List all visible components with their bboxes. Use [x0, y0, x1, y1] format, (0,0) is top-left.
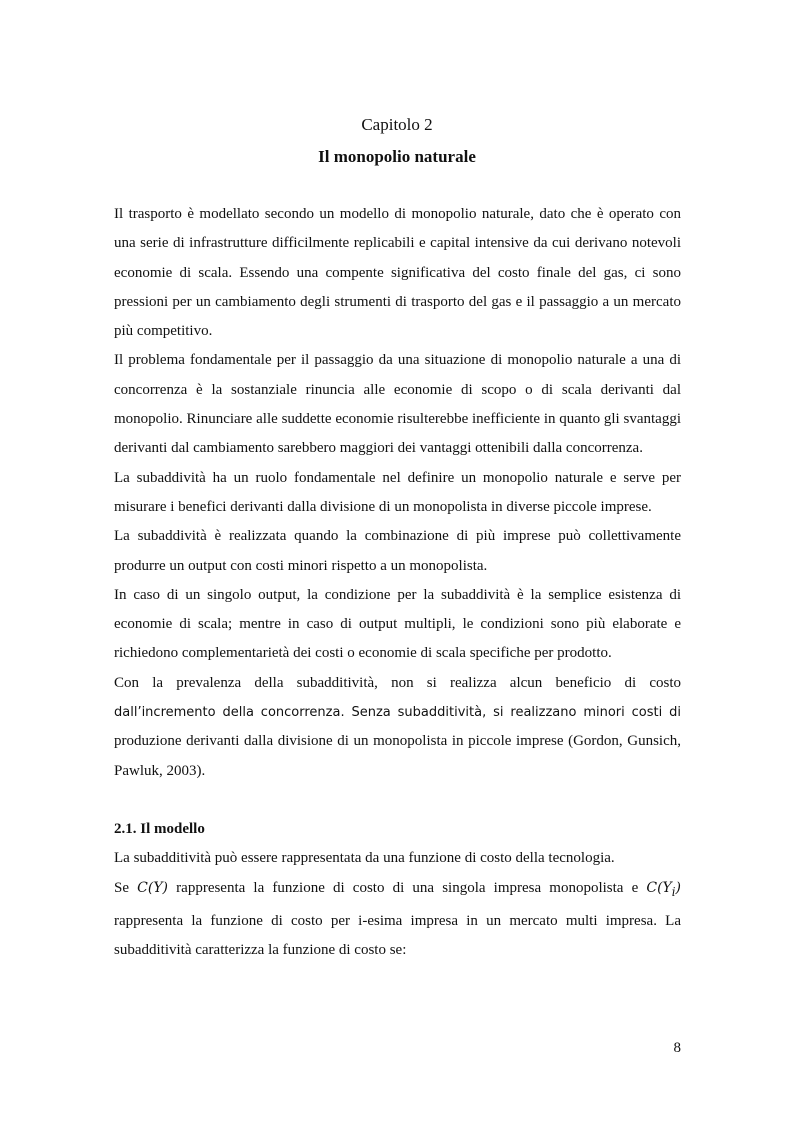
- paragraph: La subaddività è realizzata quando la combinazione di più imprese può collettivamente produrre un output con costi minori rispetto a un monopolista.: [114, 528, 681, 574]
- math-cost-function-i: [646, 879, 681, 899]
- paragraph-text: rappresenta la funzione di costo per i-esima impresa in un mercato multi impresa. La subadditività caratterizza la funzione di costo se:: [114, 912, 681, 958]
- math-base: C(Y: [646, 879, 672, 896]
- paragraph: [114, 874, 681, 966]
- chapter-title: Il monopolio naturale: [318, 147, 476, 166]
- paragraph: In caso di un singolo output, la condizione per la subaddività è la semplice esistenza di economie di scala; mentre in caso di output multipli, le condizioni sono più elaborate e richiedono complementarietà dei costi o economie di scala specifiche per prodotto.: [114, 586, 681, 662]
- section-heading: 2.1. Il modello: [114, 820, 205, 837]
- paragraph-text-alt-font: dall’incremento della concorrenza. Senza subadditività, si realizzano minori costi di: [114, 705, 681, 721]
- body-text: [114, 200, 681, 965]
- paragraph: [114, 669, 681, 786]
- paragraph: Il trasporto è modellato secondo un modello di monopolio naturale, dato che è operato con una serie di infrastrutture difficilmente replicabili e capital intensive da cui derivano notevoli economie di scala. Essendo una compente significativa del costo finale del gas, ci sono pressioni per un cambiamento degli strumenti di trasporto del gas e il passaggio a un mercato più competitivo.: [114, 206, 681, 340]
- page-number: 8: [673, 1040, 681, 1056]
- paragraph-text: Se: [114, 879, 138, 896]
- paragraph-text: rappresenta la funzione di costo di una singola impresa monopolista e: [168, 879, 647, 896]
- math-close: ): [675, 879, 681, 896]
- paragraph: La subadditività può essere rappresentata da una funzione di costo della tecnologia.: [114, 850, 615, 867]
- math-subscript: i: [671, 884, 676, 899]
- paragraph: La subaddività ha un ruolo fondamentale nel definire un monopolio naturale e serve per misurare i benefici derivanti dalla divisione di un monopolista in diverse piccole imprese.: [114, 469, 681, 515]
- paragraph-text: produzione derivanti dalla divisione di un monopolista in piccole imprese (Gordon, Gunsich, Pawluk, 2003).: [114, 733, 681, 779]
- chapter-number: Capitolo 2: [361, 115, 433, 134]
- paragraph: Il problema fondamentale per il passaggio da una situazione di monopolio naturale a una di concorrenza è la sostanziale rinuncia alle economie di scopo o di scala derivanti dal monopolio. Rinunciare alle suddette economie risulterebbe inefficiente in quanto gli svantaggi derivanti dal cambiamento sarebbero maggiori dei vantaggi ottenibili dalla concorrenza.: [114, 352, 681, 457]
- math-cost-function: C(Y): [137, 879, 169, 896]
- paragraph-text: Con la prevalenza della subadditività, non si realizza alcun beneficio di costo: [114, 674, 681, 691]
